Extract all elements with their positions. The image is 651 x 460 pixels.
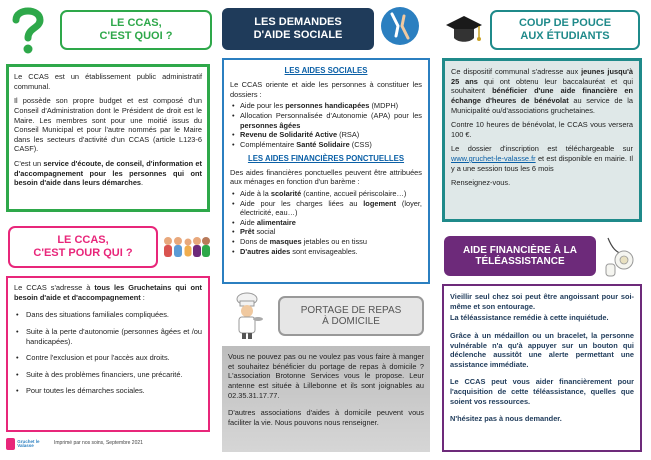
section-title-aide-sociale xyxy=(222,8,374,50)
list-item: • Aide alimentaire xyxy=(230,218,422,228)
site-link[interactable]: www.gruchet-le-valasse.fr xyxy=(451,154,536,163)
panel-portage xyxy=(222,346,430,452)
title-line-1: LE CCAS, xyxy=(57,234,109,247)
title-line-1: LE CCAS, xyxy=(110,17,162,30)
tele-text-4: N'hésitez pas à nous demander. xyxy=(450,414,562,424)
logo-text: Gruchet le Valasse xyxy=(17,438,40,448)
tele-text-2: Grâce à un médaillon ou un bracelet, la personne vulnérable n'a qu'à appuyer sur un bouton qui déclenche aussitôt une alerte permettant une assistance immédiate. xyxy=(450,330,634,369)
people-group-icon xyxy=(162,234,212,258)
list-item: • Complémentaire Santé Solidaire (CSS) xyxy=(230,140,422,150)
section-title-teleassistance xyxy=(444,236,596,276)
alarm-pendant-icon xyxy=(600,234,644,278)
tele-text-1: Vieillir seul chez soi peut être angoissant pour soi-même et son entourage. xyxy=(450,292,634,311)
question-mark-icon xyxy=(8,6,48,56)
graduation-cap-icon xyxy=(444,12,484,48)
list-item: • Revenu de Solidarité Active (RSA) xyxy=(230,130,422,140)
section-title-portage xyxy=(278,296,424,336)
panel-teleassistance xyxy=(442,284,642,452)
handshake-icon xyxy=(380,6,420,46)
title-line-1: LES DEMANDES xyxy=(254,16,342,29)
title-line-1: AIDE FINANCIÈRE À LA xyxy=(463,244,577,256)
panel-aide-sociale xyxy=(222,58,430,284)
town-logo xyxy=(6,436,48,452)
tele-text-1b: La téléassistance remédie à cette inquiétude. xyxy=(450,313,609,323)
list-item: • Dons de masques jetables ou en tissu xyxy=(230,237,422,247)
fin-list xyxy=(230,189,422,256)
list-item: • Suite à la perte d'autonomie (personnes âgées et /ou handicapées). xyxy=(14,327,202,346)
section-title-etudiants xyxy=(490,10,640,50)
etudiants-text-4: Renseignez-vous. xyxy=(451,178,511,188)
aides-list xyxy=(230,101,422,149)
print-note: Imprimé par nos soins, Septembre 2021 xyxy=(54,440,143,446)
ccas-definition: Le CCAS est un établissement public administratif communal. xyxy=(14,72,202,91)
panel-ccas-qui xyxy=(6,276,210,432)
panel-ccas-quoi xyxy=(6,64,210,212)
title-line-2: À DOMICILE xyxy=(322,316,380,327)
chef-icon xyxy=(230,292,264,340)
list-item: • Aide à la scolarité (cantine, accueil périscolaire…) xyxy=(230,189,422,199)
title-line-1: COUP DE POUCE xyxy=(518,17,612,30)
ccas-service: C'est un service d'écoute, de conseil, d'information et d'accompagnement pour les personnes qui ont besoin d'aide dans leurs démarches. xyxy=(14,159,202,188)
portage-text-2: D'autres associations d'aides à domicile peuvent vous faciliter la vie. Nous pouvons nous renseigner. xyxy=(228,408,424,427)
subtitle-aides-sociales: LES AIDES SOCIALES xyxy=(284,66,368,75)
title-line-2: D'AIDE SOCIALE xyxy=(253,29,343,41)
list-item: • Aide pour les charges liées au logement (loyer, électricité, eau…) xyxy=(230,199,422,218)
list-item: • D'autres aides sont envisageables. xyxy=(230,247,422,257)
list-item: • Prêt social xyxy=(230,227,422,237)
section-title-ccas-quoi xyxy=(60,10,212,50)
list-item: • Contre l'exclusion et pour l'accès aux droits. xyxy=(14,353,202,363)
etudiants-text-3: Le dossier d'inscription est téléchargeable sur www.gruchet-le-valasse.fr et est disponible en mairie. Il y a une session tous les 6 mois xyxy=(451,144,633,173)
etudiants-text-2: Contre 10 heures de bénévolat, le CCAS vous versera 100 €. xyxy=(451,120,633,139)
list-item: • Dans des situations familiales compliquées. xyxy=(14,310,202,320)
portage-text-1: Vous ne pouvez pas ou ne voulez pas vous faire à manger et souhaitez bénéficier du portage de repas à domicile ? L'association Brotonne Services vous le propose. Leur antenne est située à Lillebonne et ils sont joignables au 02.35.31.17.77. xyxy=(228,352,424,400)
list-item: • Pour toutes les démarches sociales. xyxy=(14,386,202,396)
fin-intro: Des aides financières ponctuelles peuvent être attribuées aux ménages en fonction d'un barème : xyxy=(230,167,422,187)
qui-intro: Le CCAS s'adresse à tous les Gruchetains qui ont besoin d'aide et d'accompagnement : xyxy=(14,283,202,302)
aides-intro: Le CCAS oriente et aide les personnes à constituer les dossiers : xyxy=(230,80,422,99)
subtitle-aides-financieres: LES AIDES FINANCIÈRES PONCTUELLES xyxy=(247,153,405,163)
section-title-ccas-qui xyxy=(8,226,158,268)
title-line-1: PORTAGE DE REPAS xyxy=(300,304,402,316)
list-item: • Allocation Personnalisée d'Autonomie (APA) pour les personnes âgées xyxy=(230,111,422,130)
etudiants-text-1: Ce dispositif communal s'adresse aux jeunes jusqu'à 25 ans qui ont obtenu leur baccalauréat et qui souhaitent bénéficier d'une aide financière en échange d'heures de bénévolat au service de la Municipalité ou/d'associations gruchetaines. xyxy=(451,67,633,115)
title-line-2: AUX ÉTUDIANTS xyxy=(520,30,610,42)
title-line-2: C'EST POUR QUI ? xyxy=(33,247,133,259)
qui-list xyxy=(14,310,202,396)
list-item: • Aide pour les personnes handicapées (MDPH) xyxy=(230,101,422,111)
title-line-2: TÉLÉASSISTANCE xyxy=(475,256,565,267)
panel-etudiants xyxy=(442,58,642,222)
title-line-2: C'EST QUOI ? xyxy=(99,30,173,42)
ccas-composition: Il possède son propre budget et est composé d'un Conseil d'Administration dont le Président de droit est le Maire. Les membres sont pour une moitié issus du Conseil Municipal et pour l'autre nommés par le Maire dans les secteurs d'activité d'un CCAS (article L123-6 CASF). xyxy=(14,96,202,154)
tele-text-3: Le CCAS peut vous aider financièrement pour l'acquisition de cette téléassistance, quelles que soient vos ressources. xyxy=(450,377,634,406)
list-item: • Suite à des problèmes financiers, une précarité. xyxy=(14,370,202,380)
